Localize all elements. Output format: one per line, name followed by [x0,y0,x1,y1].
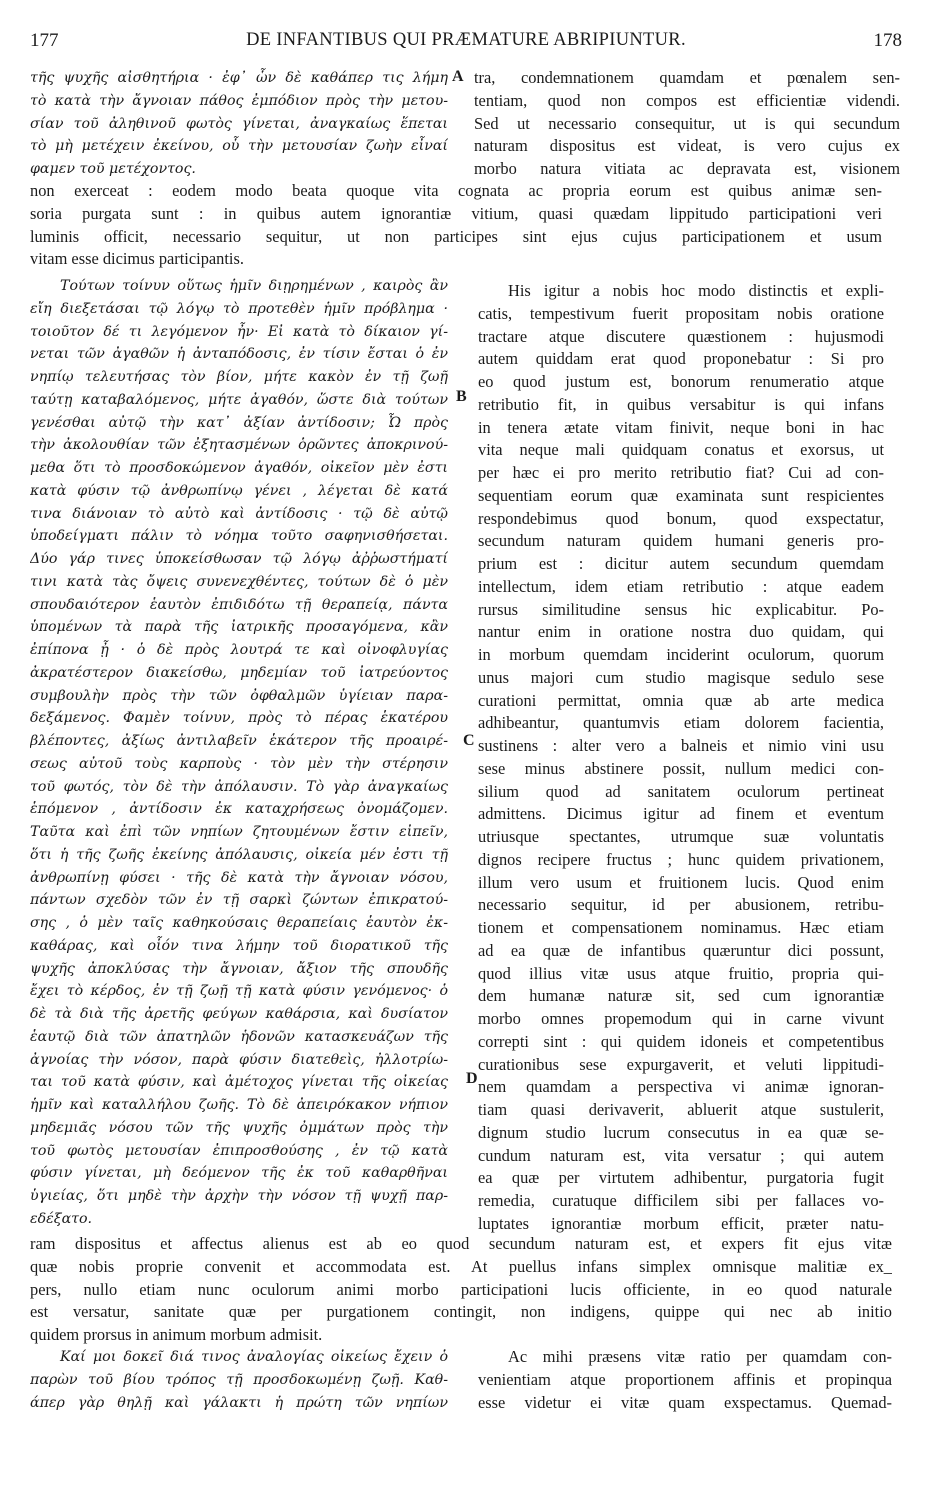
text-line: catis, tempestivum fuerit propositam nobis oratione [478,303,884,323]
text-line: ἑπόμενον , ἀντίδοσιν ἐκ καταχρήσεως ὀνομάζομεν. [30,801,448,818]
text-line: τοῦ φωτὸς μετουσίαν ἐπιπροσθούσης , ἐν τῷ κατὰ [30,1142,448,1159]
text-line: soria purgata sunt : in quibus autem ignorantiæ vitium, quasi quædam lippitudo participationi veri [30,203,882,223]
text-line: eo quod justum est, bonorum renumeratio atque [478,372,884,391]
greek-column-1 [30,67,448,181]
text-line: τὸ μὴ μετέχειν ἐκείνου, οὗ τὴν μετουσίαν ζωὴν εἶναί [30,138,448,155]
text-line: ψυχῆς ἀποκλύσας τὴν ἄγνοιαν, ἄξιον τῆς σπουδῆς [30,960,448,977]
page-number-right: 178 [873,30,902,51]
text-line: quod illius vitæ usus atque fruitio, propria qui- [478,963,884,983]
text-line: necessario sequitur, id per abusionem, retribu- [478,895,884,915]
text-line: ἀγνοίας τὴν νόσον, παρὰ φύσιν διατεθεὶς, ἠλλοτρίω- [30,1051,448,1068]
text-line: respondebimus quod bonum, quod exspectatur, [478,508,884,528]
text-line: His igitur a nobis hoc modo distinctis et expli- [508,281,884,300]
text-line: παρὼν τοῦ βίου τρόπος τῇ προσδοκωμένῃ ζωῇ. Καθ- [30,1371,448,1388]
text-line: vita neque mali quidquam conatus et exorsus, ut [478,440,884,460]
text-line: non exerceat : eodem modo beata quoque vita cognata ac propria eorum est quibus animæ sen- [30,181,882,200]
text-line: τὴν ἀκολουθίαν τῶν ἐξητασμένων ὁρῶντες ἀποκρινού- [30,437,448,454]
text-line: tionem et compensationem nominamus. Hæc etiam [478,918,884,937]
text-line: vitam esse dicimus participantis. [30,249,244,269]
text-line: curationi permittat, omnia quæ ab arte medica [478,690,884,710]
text-line: ἑαυτῷ διὰ τῶν ἀπατηλῶν ἡδονῶν κατασκευάζων τῆς [30,1028,448,1045]
text-line: εδέξατο. [30,1210,93,1227]
text-line: dignos recipere fructus ; hunc quidem privationem, [478,849,884,869]
text-line: tra, condemnationem quamdam et pœnalem sen- [474,68,900,87]
text-line: in tenera ætate vitam finivit, neque boni in hac [478,417,884,437]
text-line: silium quod ad sanitatem oculorum pertineat [478,781,884,801]
text-line: nem quamdam a perspectiva vi animæ ignoran- [478,1077,884,1097]
text-line: morbo natura vitiata ac depravata est, visionem [474,159,900,178]
text-line: σεως αὐτοῦ τοὺς καρποὺς · τὸν μὲν τὴν στέρησιν [30,755,448,772]
text-line: συμβουλὴν πρὸς τὴν τῶν ὀφθαλμῶν ὑγίειαν παρα- [30,687,448,704]
text-line: sese minus abstinere possit, nullum medici con- [478,758,884,778]
text-line: κατὰ φύσιν τῷ ἀνθρωπίνῳ γένει , λέγεται δὲ κατά [30,482,448,499]
text-line: Sed ut necessario consequitur, ut is qui secundum [474,113,900,133]
margin-letter-d: D [466,1070,478,1087]
text-line: intellectum, idem etiam retributio : atque eadem [478,576,884,596]
text-line: quidem prorsus in animum morbum admisit. [30,1325,323,1344]
text-line: μεθα ὅτι τὸ προσδοκώμενον ἀγαθόν, οἰκεῖον μὲν ἐστι [30,460,448,476]
text-line: ὑγιείας, ὅτι μηδὲ τὴν ἀρχὴν τὴν νόσον τῇ ψυχῇ παρ- [30,1188,448,1204]
text-line: tiam quasi derivaverit, abluerit atque sustulerit, [478,1100,884,1119]
text-line: ταύτῃ καταβαλόμενος, μήτε ἀγαθόν, ὥστε διὰ τούτων [30,391,448,408]
text-line: curationibus sese expurgaverit, et veluti lippitudi- [478,1054,884,1074]
text-line: Καί μοι δοκεῖ διά τινος ἀναλογίας οἰκείως ἔχειν ὁ [60,1349,448,1365]
latin-fullwidth-1 [30,180,882,271]
text-line: τὸ κατὰ τὴν ἄγνοιαν πάθος ἐμπόδιον πρὸς τὴν μετου- [30,92,448,109]
text-line: σίαν τοῦ ἀληθινοῦ φωτὸς γίνεται, ἀναγκαίως ἕπεται [30,115,448,132]
running-title: DE INFANTIBUS QUI PRÆMATURE ABRIPIUNTUR. [246,30,686,50]
text-line: autem quiddam erat quod proponebatur : Si pro [478,349,884,369]
margin-letter-b: B [456,388,467,405]
text-line: καθάρας, καὶ οἷόν τινα λήμην τοῦ διορατικοῦ τῆς [30,937,448,954]
text-line: cundum naturam est, vita versatur ; qui autem [478,1145,884,1165]
text-line: ὑπομένων τὰ παρὰ τῆς ἰατρικῆς προσαγόμενα, κἂν [30,619,448,636]
text-line: per hæc ei pro merito retributio fiat? Cui ad con- [478,463,884,482]
latin-fullwidth-2 [30,1233,892,1347]
text-line: ἀκρατέστερον διακείσθω, μηδεμίαν τοῦ ἰατρεύοντος [30,664,448,681]
text-line: admittens. Dicimus igitur ad finem et eventum [478,804,884,824]
text-line: in morbum quemdam inciderint oculorum, quorum [478,645,884,664]
greek-column-3 [30,1346,448,1414]
greek-column-2 [30,275,448,1231]
text-line: φαμεν τοῦ μετέχοντος. [30,161,196,177]
text-line: δεξάμενος. Φαμὲν τοίνυν, πρὸς τὸ πέρας ἑκατέρου [30,710,448,727]
text-line: άπερ γὰρ θηλῇ καὶ γάλακτι ἡ πρώτη τῶν νηπίων [30,1394,448,1411]
text-line: ad ea quæ de infantibus quæruntur dici possunt, [478,940,884,960]
text-line: quæ nobis proprie convenit et accommodata est. At puellus infans simplex omnisque malitiæ ex_ [30,1256,892,1276]
text-line: luminis officit, necessario sequitur, ut non participes sint ejus cujus participationem et usum [30,226,882,246]
text-line: secundum naturam quidem humani generis pro- [478,531,884,551]
text-line: correpti sint : qui quidem idoneis et competentibus [478,1031,884,1051]
text-line: rursus similitudine sensus hic explicabitur. Po- [478,599,884,619]
text-line: ὑποδείγματι πάλιν τὸ νόημα τοῦτο σαφηνισθήσεται. [30,528,448,545]
text-line: ἀνθρωπίνῃ φύσει · τῆς δὲ κατὰ τὴν ἄγνοιαν νόσου, [30,869,448,886]
text-line: βλέποντες, ἀξίως ἀντιλαβεῖν ἑκάτερον τῆς προαιρέ- [30,733,448,749]
page-number-left: 177 [30,30,59,51]
text-line: retributio fit, in quibus versabitur is qui infans [478,394,884,414]
latin-column-2 [478,280,884,1236]
text-line: ἐπίπονα ᾖ · ὁ δὲ πρὸς λουτρά τε καὶ οἰνοφλυγίας [30,642,448,658]
text-line: Δύο γάρ τινες ὑποκείσθωσαν τῷ λόγῳ ἀῤῥωστήματί [30,551,448,567]
margin-letter-a: A [452,68,464,85]
text-line: dem humanæ naturæ sit, sed cum ignorantiæ [478,986,884,1006]
text-line: esse videtur ei vitæ quam exspectamus. Quemad- [478,1392,892,1412]
text-line: sequentiam eorum quæ examinata sunt respicientes [478,485,884,505]
text-line: ram dispositus et affectus alienus est ab eo quod secundum naturam est, et expers fit ejus vitæ [30,1234,892,1253]
text-line: τῆς ψυχῆς αἰσθητήρια · ἐφ᾽ ὧν δὲ καθάπερ τις λήμη [30,70,448,86]
text-line: morbo omnes propemodum qui in carne vivunt [478,1009,884,1028]
latin-column-3 [478,1346,892,1414]
margin-letter-c: C [463,732,475,749]
page-header [30,30,902,54]
text-line: adhibeantur, quantumvis etiam dolorem facientia, [478,713,884,733]
text-line: naturam dispositus est videat, is vero cujus ex [474,136,900,156]
text-line: nantur enim in oratione nostra duo quidam, qui [478,622,884,642]
text-line: σης , ὁ μὲν ταῖς καθηκούσαις θεραπείαις ἑαυτὸν ἐκ- [30,915,448,931]
text-line: τοῦ φωτός, τὸν δὲ τὴν ἀπόλαυσιν. Τὸ γὰρ ἀναγκαίως [30,778,448,795]
text-line: Ταῦτα καὶ ἐπὶ τῶν νηπίων ζητουμένων ἔστιν εἰπεῖν, [30,824,448,840]
text-line: τινα διάνοιαν τὸ αὐτὸ καὶ ἀντίδοσις · τῷ δὲ αὐτῷ [30,505,448,522]
text-line: τινι κατὰ τὰς ὄψεις συνενεχθέντες, τούτων δὲ ὁ μὲν [30,573,448,590]
text-line: νεται τῶν ἀγαθῶν ἡ ἀνταπόδοσις, ἐν τίσιν ἔσται ὁ ἐν [30,346,448,363]
text-line: φύσιν γίνεται, μὴ δεόμενον τῆς ἐκ τοῦ καθαρθῆναι [30,1165,448,1182]
text-line: dignum studio lucrum consecutus in ea quæ se- [478,1122,884,1142]
text-line: γενέσθαι αὐτῷ τὴν κατ᾽ ἀξίαν ἀντίδοσιν; Ὦ πρὸς [30,414,448,431]
text-line: ὅτι ἡ τῆς ζωῆς ἐκείνης ἀπόλαυσις, οἰκεία μέν ἐστι τῇ [30,846,448,863]
text-line: illum vero usum et fruitionem lucis. Quod enim [478,872,884,892]
text-line: εἴη διεξετάσαι τῷ λόγῳ τὸ προτεθὲν ἡμῖν πρόβλημα · [30,300,448,317]
latin-column-1 [474,67,900,181]
text-line: sustinens : alter vero a balneis et nimio vini usu [478,736,884,755]
text-line: μηδεμιᾶς νόσου τῶν τῆς ψυχῆς ὀμμάτων πρὸς τὴν [30,1119,448,1136]
text-line: ἔχει τὸ κέρδος, ἐν τῇ ζωῇ τῇ κατὰ φύσιν γενόμενος· ὁ [30,983,448,1000]
text-line: σπουδαιότερον ἑαυτὸν ἐπιδιδότω τῇ θεραπείᾳ, πάντα [30,596,448,613]
text-line: νηπίῳ τελευτήσας τὸν βίον, μήτε κακὸν ἐν τῇ ζωῇ [30,369,448,385]
text-line: luptates ignorantiæ morbum efficit, præter natu- [478,1213,884,1233]
text-line: Ac mihi præsens vitæ ratio per quamdam con- [508,1347,892,1366]
text-line: pers, nullo etiam nunc oculorum animi morbo participationi lucis officiente, in eo quod naturale [30,1279,892,1299]
text-line: πάντων σχεδὸν τῶν ἐν τῇ σαρκὶ ζώντων ἐπικρατού- [30,892,448,909]
text-line: prium est : dicitur autem secundum quemdam [478,554,884,573]
text-line: Τούτων τοίνυν οὕτως ἡμῖν διῃρημένων , καιρὸς ἂν [60,278,448,294]
text-line: unus majori cum studio magisque sedulo sese [478,667,884,687]
text-line: τοιοῦτον δέ τι λεγόμενον ἦν· Εἰ κατὰ τὸ δίκαιον γί- [30,323,448,340]
text-line: ἡμῖν καὶ καταλλήλου ζωῆς. Τὸ δὲ ἀπειρόκακον νήπιον [30,1097,448,1113]
text-line: est versatur, sanitate quæ per purgationem contingit, non indigens, quippe qui nec ab initio [30,1302,892,1322]
text-line: ται τοῦ κατὰ φύσιν, καὶ ἀμέτοχος γίνεται τῆς οἰκείας [30,1074,448,1091]
text-line: remedia, curatuque difficilem sibi per fallaces vo- [478,1191,884,1210]
text-line: tentiam, quod non compos est efficientiæ videndi. [474,90,900,110]
text-line: venientiam atque proportionem affinis et propinqua [478,1369,892,1389]
text-line: utriusque spectantes, utrumque suæ voluntatis [478,827,884,846]
text-line: δὲ τὰ διὰ τῆς ἀρετῆς φεύγων καθάρσια, καὶ δυσίατον [30,1006,448,1022]
text-line: tractare atque discutere quæstionem : hujusmodi [478,326,884,346]
text-line: ea quæ per virtutem adhibentur, purgatoria fugit [478,1168,884,1188]
